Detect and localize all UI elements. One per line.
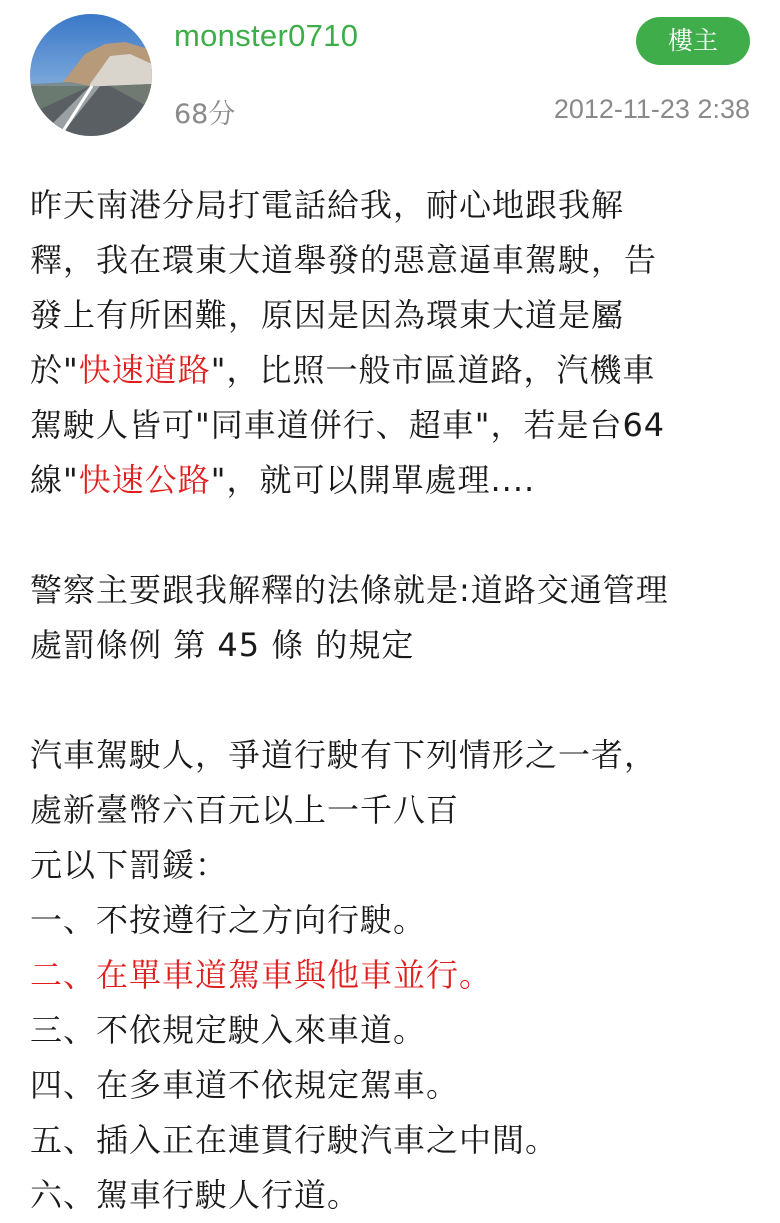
username[interactable]: monster0710 (174, 18, 359, 53)
op-badge: 樓主 (636, 17, 750, 65)
text-line: 發上有所困難，原因是因為環東大道是屬 (30, 296, 625, 334)
text-line: 元以下罰鍰： (30, 846, 229, 884)
text-line: 昨天南港分局打電話給我，耐心地跟我解 (30, 186, 625, 224)
paragraph-gap (30, 508, 750, 563)
text-line: 汽車駕駛人，爭道行駛有下列情形之一者， (30, 736, 658, 774)
list-item-highlighted: 二、在單車道駕車與他車並行。 (30, 956, 493, 994)
highlight-text: 快速道路 (78, 351, 211, 389)
user-avatar[interactable] (30, 14, 152, 136)
post-body (30, 178, 750, 1223)
text-line: 釋，我在環東大道舉發的惡意逼車駕駛，告 (30, 241, 658, 279)
list-item: 一、不按遵行之方向行駛。 (30, 901, 427, 939)
text-segment: "，就可以開單處理.... (210, 461, 536, 499)
text-segment: 於" (30, 351, 79, 389)
list-item: 四、在多車道不依規定駕車。 (30, 1066, 460, 1104)
post-header (0, 0, 780, 150)
post-timestamp: 2012-11-23 2:38 (553, 94, 750, 124)
text-line: 警察主要跟我解釋的法條就是:道路交通管理 (30, 571, 669, 609)
paragraph-gap (30, 673, 750, 728)
user-score: 68分 (174, 99, 236, 130)
text-line: 駕駛人皆可"同車道併行、超車"，若是台64 (30, 406, 666, 444)
text-line (30, 343, 750, 398)
list-item: 五、插入正在連貫行駛汽車之中間。 (30, 1121, 559, 1159)
list-item: 三、不依規定駛入來車道。 (30, 1011, 427, 1049)
highlight-text: 快速公路 (78, 461, 211, 499)
text-line (30, 453, 750, 508)
text-segment: "，比照一般市區道路，汽機車 (210, 351, 656, 389)
list-item: 六、駕車行駛人行道。 (30, 1176, 361, 1214)
text-line: 處新臺幣六百元以上一千八百 (30, 791, 460, 829)
text-segment: 線" (30, 461, 79, 499)
avatar-road-photo (30, 14, 152, 136)
text-line: 處罰條例 第 45 條 的規定 (30, 626, 415, 664)
